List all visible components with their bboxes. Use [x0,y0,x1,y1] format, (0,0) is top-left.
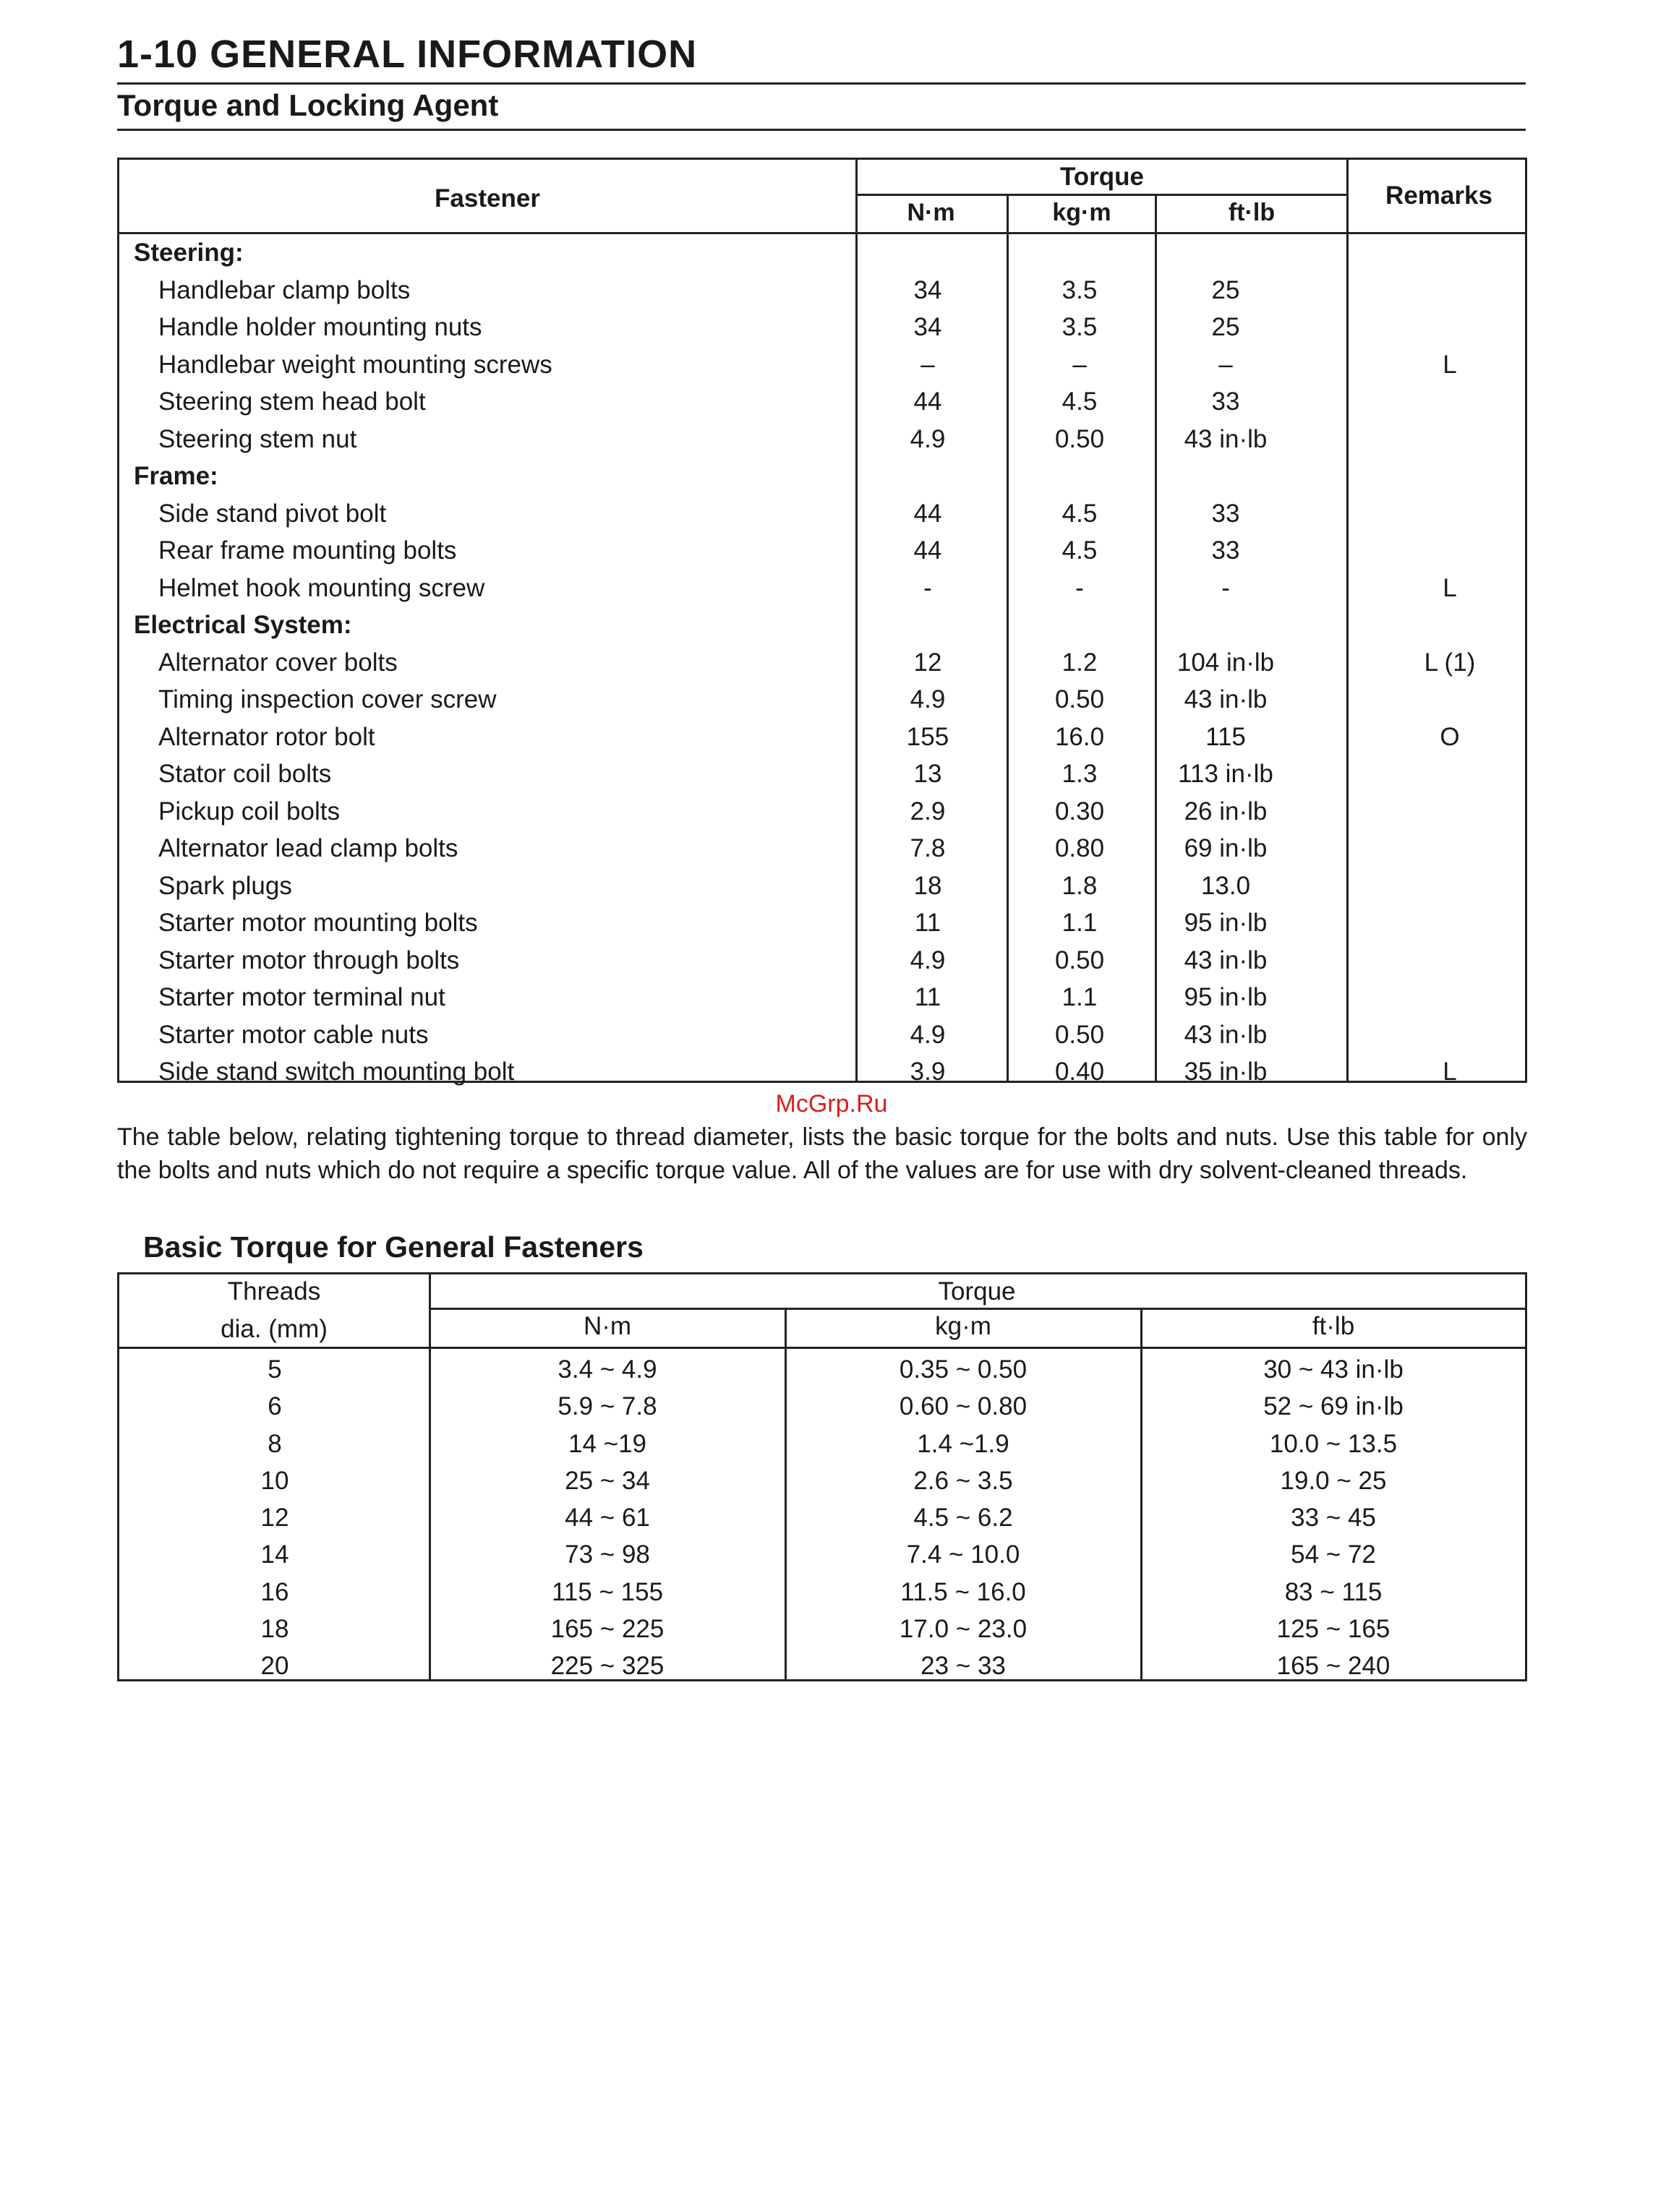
cell-nm: 4.9 [910,1020,946,1049]
cell-kgm: 7.4 ~ 10.0 [906,1540,1020,1569]
cell-kgm: – [1072,350,1087,379]
cell-nm: 4.9 [910,946,946,974]
cell-ftlb: 95 in·lb [1184,983,1268,1011]
cell-name: Starter motor through bolts [158,946,460,974]
cell-kgm: 1.3 [1061,760,1098,788]
cell-name: Spark plugs [158,871,292,900]
cell-ftlb: 25 [1211,275,1240,304]
cell-dia: 6 [268,1392,282,1421]
cell-name: Handle holder mounting nuts [158,313,482,341]
cell-nm: 73 ~ 98 [565,1540,650,1569]
table-row [119,532,1525,570]
cell-name: Helmet hook mounting screw [158,573,485,602]
cell-nm: 44 [913,499,942,528]
cell-name: Starter motor cable nuts [158,1020,429,1049]
watermark: McGrp.Ru [775,1090,888,1118]
cell-name: Alternator cover bolts [158,648,398,677]
cell-nm: 12 [913,648,942,677]
cell-nm: 44 [913,536,942,565]
cell-ftlb: 69 in·lb [1184,834,1268,862]
cell-ftlb: 30 ~ 43 in·lb [1263,1355,1404,1384]
table-row [119,979,1525,1016]
table-row [119,1462,1525,1499]
table-row [119,1647,1525,1684]
cell-dia: 16 [260,1577,289,1606]
cell-ftlb: 113 in·lb [1178,760,1273,788]
cell-ftlb: 10.0 ~ 13.5 [1269,1429,1398,1458]
cell-kgm: 3.5 [1061,275,1098,304]
note-paragraph: The table below, relating tightening torque to thread diameter, lists the basic torque for the bolts and nuts. Use this table for only the bolts and nuts which do not require a specific torque value. All of the values are for use with dry solvent-cleaned threads. [117,1123,1527,1184]
cell-name: Starter motor mounting bolts [158,909,478,937]
category-row [119,606,1525,644]
cell-nm: 4.9 [910,424,946,453]
table-row [119,1536,1525,1573]
table-row [119,383,1525,421]
torque-header: Torque [1059,163,1144,191]
cell-nm: 165 ~ 225 [550,1615,665,1644]
cell-dia: 10 [260,1466,289,1495]
table-row [119,793,1525,831]
cell-ftlb: 52 ~ 69 in·lb [1263,1392,1404,1421]
unit-ftlb: ft·lb [1228,199,1276,226]
cell-dia: 20 [260,1652,289,1681]
cell-ftlb: 33 [1211,499,1240,528]
cell-name: Electrical System: [134,611,352,639]
cell-nm: 25 ~ 34 [565,1466,650,1495]
table-row [119,755,1525,793]
cell-kgm: 0.40 [1054,1058,1105,1086]
cell-rem: O [1440,722,1460,751]
dia-header: dia. (mm) [221,1315,328,1343]
cell-nm: 225 ~ 325 [550,1652,665,1681]
cell-nm: 18 [913,871,942,900]
basic-torque-rows [119,1351,1525,1685]
cell-name: Pickup coil bolts [158,797,340,826]
cell-nm: 2.9 [910,797,946,826]
cell-name: Steering stem head bolt [158,387,426,416]
cell-ftlb: 26 in·lb [1184,797,1268,826]
cell-name: Handlebar clamp bolts [158,275,411,304]
cell-dia: 14 [260,1540,289,1569]
table-row [119,644,1525,682]
cell-kgm: 2.6 ~ 3.5 [913,1466,1013,1495]
cell-name: Steering: [134,239,244,267]
cell-kgm: 1.1 [1061,983,1098,1011]
cell-ftlb: 165 ~ 240 [1276,1652,1391,1681]
cell-ftlb: 54 ~ 72 [1291,1540,1376,1569]
cell-kgm: 0.60 ~ 0.80 [899,1392,1028,1421]
cell-kgm: 4.5 ~ 6.2 [913,1504,1013,1532]
table-row [119,681,1525,719]
cell-ftlb: – [1218,350,1233,379]
table-row [119,570,1525,607]
table-row [119,1351,1525,1388]
cell-kgm: - [1075,573,1084,602]
cell-ftlb: 125 ~ 165 [1276,1615,1391,1644]
cell-rem: L [1443,1058,1457,1086]
cell-name: Steering stem nut [158,424,357,453]
section-title: Torque and Locking Agent [117,88,499,122]
cell-nm: 11 [914,909,941,937]
cell-ftlb: 43 in·lb [1184,424,1268,453]
table-row [119,1611,1525,1647]
cell-kgm: 11.5 ~ 16.0 [900,1577,1026,1606]
cell-ftlb: 35 in·lb [1184,1058,1268,1086]
cell-nm: 4.9 [910,685,946,713]
cell-nm: 44 [913,387,942,416]
table-row [119,421,1525,458]
cell-nm: 14 ~19 [568,1429,647,1458]
cell-nm: 115 ~ 155 [551,1577,664,1606]
cell-name: Starter motor terminal nut [158,983,445,1011]
cell-kgm: 3.5 [1061,313,1098,341]
remarks-header: Remarks [1385,181,1492,210]
cell-ftlb: 13.0 [1200,871,1251,900]
cell-kgm: 0.35 ~ 0.50 [899,1355,1028,1384]
section-rule [117,129,1526,131]
cell-dia: 18 [260,1615,289,1644]
torque-table [117,158,1527,1086]
cell-nm: – [920,350,935,379]
cell-dia: 5 [268,1355,282,1384]
cell-kgm: 0.50 [1054,685,1105,713]
cell-name: Alternator lead clamp bolts [158,834,458,862]
cell-name: Handlebar weight mounting screws [158,350,552,379]
table-row [119,719,1525,756]
table-row [119,309,1525,346]
cell-ftlb: 19.0 ~ 25 [1280,1466,1387,1495]
cell-name: Timing inspection cover screw [158,685,497,713]
cell-kgm: 17.0 ~ 23.0 [899,1615,1028,1644]
cell-ftlb: 33 [1211,536,1240,565]
cell-nm: 5.9 ~ 7.8 [558,1392,657,1421]
cell-name: Side stand switch mounting bolt [158,1058,515,1086]
cell-nm: 3.4 ~ 4.9 [558,1355,657,1384]
cell-nm: 11 [914,983,941,1011]
cell-kgm: 4.5 [1061,387,1098,416]
cell-nm: 44 ~ 61 [565,1504,650,1532]
cell-kgm: 4.5 [1061,536,1098,565]
threads-header: Threads [227,1277,321,1306]
table-row [119,1499,1525,1536]
cell-ftlb: 43 in·lb [1184,946,1268,974]
cell-name: Side stand pivot bolt [158,499,387,528]
cell-nm: 7.8 [910,834,946,862]
cell-ftlb: 33 [1211,387,1240,416]
cell-rem: L [1443,573,1457,602]
cell-kgm: 0.50 [1054,946,1105,974]
cell-ftlb: 95 in·lb [1184,909,1268,937]
cell-name: Frame: [134,462,218,490]
category-row [119,234,1525,272]
cell-ftlb: 115 [1205,722,1246,751]
table-row [119,272,1525,309]
torque-header-2: Torque [938,1277,1016,1306]
cell-kgm: 23 ~ 33 [920,1652,1006,1681]
table-row [119,942,1525,979]
table-row [119,495,1525,533]
basic-torque-title: Basic Torque for General Fasteners [143,1230,644,1264]
table-row [119,867,1525,905]
cell-ftlb: 104 in·lb [1176,648,1275,677]
cell-kgm: 0.80 [1054,834,1105,862]
cell-nm: 3.9 [910,1058,946,1086]
cell-kgm: 1.2 [1061,648,1098,677]
fastener-header: Fastener [435,184,540,213]
table-row [119,830,1525,867]
cell-rem: L [1443,350,1457,379]
cell-ftlb: 43 in·lb [1184,685,1268,713]
cell-kgm: 16.0 [1054,722,1105,751]
cell-name: Alternator rotor bolt [158,722,375,751]
table-row [119,1388,1525,1425]
cell-kgm: 0.50 [1054,1020,1105,1049]
table-row [119,1016,1525,1054]
unit-ftlb-2: ft·lb [1312,1312,1355,1340]
table-row [119,904,1525,942]
category-row [119,458,1525,495]
unit-kgm: kg·m [1052,199,1111,226]
unit-nm-2: N·m [583,1312,632,1340]
cell-ftlb: 25 [1211,313,1240,341]
cell-dia: 12 [260,1504,289,1532]
cell-name: Rear frame mounting bolts [158,536,457,565]
cell-kgm: 1.8 [1061,871,1098,900]
cell-ftlb: - [1221,573,1230,602]
page-title: 1-10 GENERAL INFORMATION [117,33,698,76]
table-row [119,1426,1525,1462]
table-row [119,346,1525,384]
unit-kgm-2: kg·m [935,1312,991,1340]
cell-ftlb: 43 in·lb [1184,1020,1268,1049]
table-row [119,1574,1525,1611]
cell-nm: 13 [913,760,942,788]
cell-kgm: 0.30 [1054,797,1105,826]
cell-kgm: 1.1 [1061,909,1098,937]
cell-dia: 8 [268,1429,282,1458]
cell-nm: 34 [913,275,942,304]
cell-ftlb: 83 ~ 115 [1284,1577,1383,1606]
cell-name: Stator coil bolts [158,760,332,788]
basic-torque-table [117,1272,1527,1681]
cell-kgm: 4.5 [1061,499,1098,528]
title-rule [117,82,1526,85]
table-row [119,1053,1525,1091]
cell-nm: 155 [906,722,949,751]
cell-kgm: 1.4 ~1.9 [917,1429,1009,1458]
cell-rem: L (1) [1424,648,1476,677]
cell-nm: 34 [913,313,942,341]
cell-nm: - [923,573,932,602]
cell-ftlb: 33 ~ 45 [1291,1504,1376,1532]
unit-nm: N·m [907,199,955,226]
torque-rows [119,234,1525,1091]
cell-kgm: 0.50 [1054,424,1105,453]
